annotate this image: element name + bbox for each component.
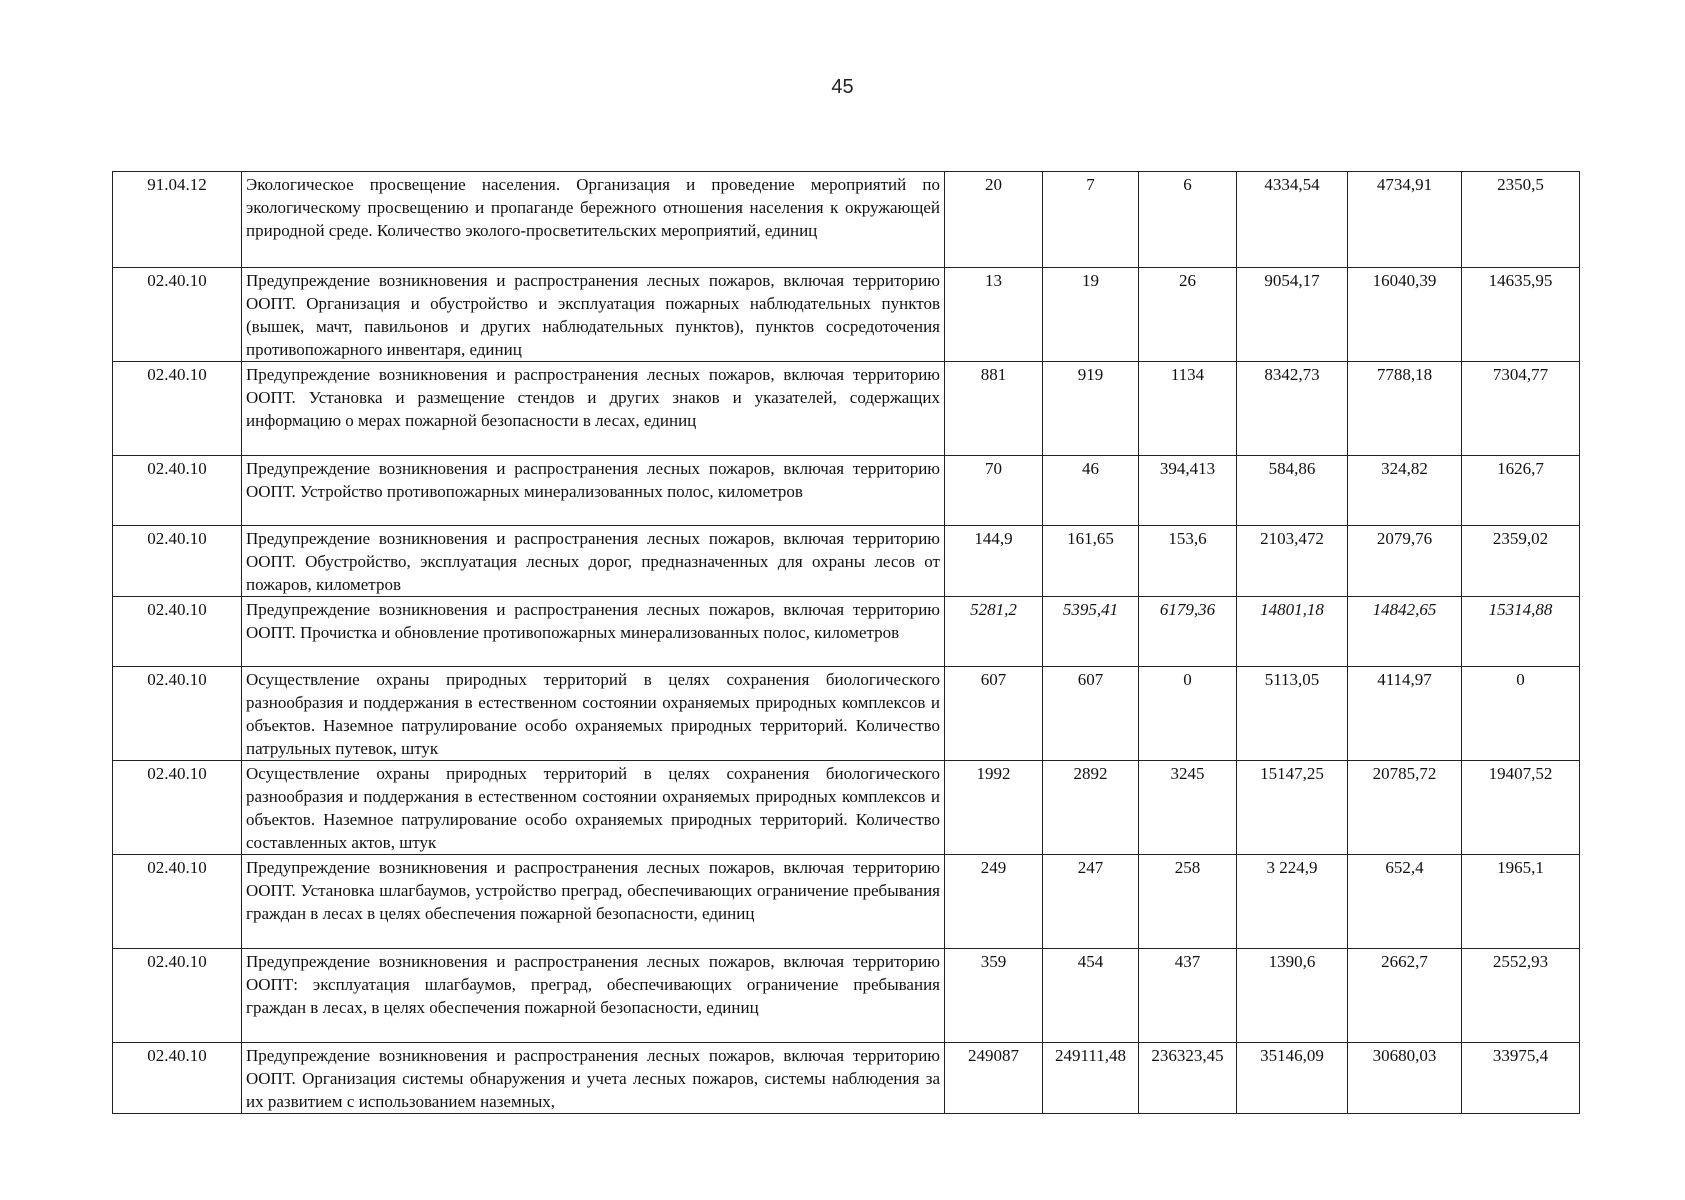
row-value: 30680,03	[1348, 1043, 1462, 1114]
row-value: 161,65	[1043, 526, 1139, 597]
row-description: Предупреждение возникновения и распространения лесных пожаров, включая территорию ООПТ. Устройство противопожарных минерализованных полос, километров	[242, 456, 945, 526]
row-value: 2103,472	[1237, 526, 1348, 597]
row-value: 5113,05	[1237, 667, 1348, 761]
row-value: 9054,17	[1237, 268, 1348, 362]
row-value: 19407,52	[1462, 761, 1580, 855]
row-value: 2359,02	[1462, 526, 1580, 597]
row-value: 144,9	[945, 526, 1043, 597]
table-row	[113, 855, 1580, 949]
row-value: 7304,77	[1462, 362, 1580, 456]
table-row	[113, 526, 1580, 597]
row-value: 2079,76	[1348, 526, 1462, 597]
row-value: 1626,7	[1462, 456, 1580, 526]
row-value: 5281,2	[945, 597, 1043, 667]
row-value: 3 224,9	[1237, 855, 1348, 949]
row-value: 7	[1043, 172, 1139, 268]
row-value: 2552,93	[1462, 949, 1580, 1043]
row-value: 249087	[945, 1043, 1043, 1114]
row-value: 236323,45	[1139, 1043, 1237, 1114]
row-value: 607	[1043, 667, 1139, 761]
row-code: 91.04.12	[113, 172, 242, 268]
row-value: 20	[945, 172, 1043, 268]
row-value: 881	[945, 362, 1043, 456]
row-description: Предупреждение возникновения и распространения лесных пожаров, включая территорию ООПТ. Обустройство, эксплуатация лесных дорог, предназначенных для охраны лесов от пожаров, километров	[242, 526, 945, 597]
row-value: 4734,91	[1348, 172, 1462, 268]
row-code: 02.40.10	[113, 526, 242, 597]
row-value: 324,82	[1348, 456, 1462, 526]
table-row	[113, 597, 1580, 667]
row-value: 2892	[1043, 761, 1139, 855]
row-code: 02.40.10	[113, 761, 242, 855]
row-value: 1134	[1139, 362, 1237, 456]
row-code: 02.40.10	[113, 362, 242, 456]
table-row	[113, 761, 1580, 855]
table-row	[113, 172, 1580, 268]
row-value: 249111,48	[1043, 1043, 1139, 1114]
row-value: 4334,54	[1237, 172, 1348, 268]
row-value: 258	[1139, 855, 1237, 949]
table-row	[113, 362, 1580, 456]
row-value: 247	[1043, 855, 1139, 949]
row-description: Осуществление охраны природных территорий в целях сохранения биологического разнообразия и поддержания в естественном состоянии охраняемых природных комплексов и объектов. Наземное патрулирование особо охраняемых природных территорий. Количество патрульных путевок, штук	[242, 667, 945, 761]
row-code: 02.40.10	[113, 855, 242, 949]
row-value: 35146,09	[1237, 1043, 1348, 1114]
row-code: 02.40.10	[113, 597, 242, 667]
table-row	[113, 456, 1580, 526]
row-value: 13	[945, 268, 1043, 362]
row-value: 26	[1139, 268, 1237, 362]
page-number: 45	[831, 76, 854, 98]
row-value: 14842,65	[1348, 597, 1462, 667]
row-value: 607	[945, 667, 1043, 761]
row-value: 1965,1	[1462, 855, 1580, 949]
row-value: 5395,41	[1043, 597, 1139, 667]
row-description: Предупреждение возникновения и распространения лесных пожаров, включая территорию ООПТ. Установка и размещение стендов и других знаков и указателей, содержащих информацию о мерах пожарной безопасности в лесах, единиц	[242, 362, 945, 456]
row-value: 394,413	[1139, 456, 1237, 526]
row-code: 02.40.10	[113, 456, 242, 526]
table-row	[113, 1043, 1580, 1114]
row-description: Предупреждение возникновения и распространения лесных пожаров, включая территорию ООПТ. Организация и обустройство и эксплуатация пожарных наблюдательных пунктов (вышек, мачт, павильонов и других наблюдательных пунктов), пунктов сосредоточения противопожарного инвентаря, единиц	[242, 268, 945, 362]
row-value: 46	[1043, 456, 1139, 526]
row-value: 359	[945, 949, 1043, 1043]
row-value: 14801,18	[1237, 597, 1348, 667]
table-row	[113, 667, 1580, 761]
row-value: 8342,73	[1237, 362, 1348, 456]
row-value: 14635,95	[1462, 268, 1580, 362]
row-value: 249	[945, 855, 1043, 949]
row-description: Предупреждение возникновения и распространения лесных пожаров, включая территорию ООПТ: эксплуатация шлагбаумов, преград, обеспечивающих ограничение пребывания граждан в лесах, в целях обеспечения пожарной безопасности, единиц	[242, 949, 945, 1043]
row-description: Экологическое просвещение населения. Организация и проведение мероприятий по экологическому просвещению и пропаганде бережного отношения населения к окружающей природной среде. Количество эколого-просветительских мероприятий, единиц	[242, 172, 945, 268]
row-value: 1992	[945, 761, 1043, 855]
row-code: 02.40.10	[113, 268, 242, 362]
row-value: 19	[1043, 268, 1139, 362]
row-value: 6179,36	[1139, 597, 1237, 667]
row-value: 70	[945, 456, 1043, 526]
table-row	[113, 268, 1580, 362]
row-value: 15314,88	[1462, 597, 1580, 667]
row-value: 437	[1139, 949, 1237, 1043]
row-code: 02.40.10	[113, 667, 242, 761]
row-value: 2662,7	[1348, 949, 1462, 1043]
row-value: 15147,25	[1237, 761, 1348, 855]
row-code: 02.40.10	[113, 949, 242, 1043]
table-body	[113, 172, 1580, 1114]
table-row	[113, 949, 1580, 1043]
row-description: Предупреждение возникновения и распространения лесных пожаров, включая территорию ООПТ. Установка шлагбаумов, устройство преград, обеспечивающих ограничение пребывания граждан в лесах в целях обеспечения пожарной безопасности, единиц	[242, 855, 945, 949]
row-value: 454	[1043, 949, 1139, 1043]
row-value: 584,86	[1237, 456, 1348, 526]
row-code: 02.40.10	[113, 1043, 242, 1114]
row-value: 919	[1043, 362, 1139, 456]
row-value: 33975,4	[1462, 1043, 1580, 1114]
row-value: 1390,6	[1237, 949, 1348, 1043]
row-description: Предупреждение возникновения и распространения лесных пожаров, включая территорию ООПТ. Прочистка и обновление противопожарных минерализованных полос, километров	[242, 597, 945, 667]
row-value: 652,4	[1348, 855, 1462, 949]
row-value: 0	[1139, 667, 1237, 761]
row-value: 0	[1462, 667, 1580, 761]
row-value: 153,6	[1139, 526, 1237, 597]
row-value: 16040,39	[1348, 268, 1462, 362]
row-value: 4114,97	[1348, 667, 1462, 761]
row-description: Предупреждение возникновения и распространения лесных пожаров, включая территорию ООПТ. Организация системы обнаружения и учета лесных пожаров, системы наблюдения за их развитием с использованием наземных,	[242, 1043, 945, 1114]
row-value: 3245	[1139, 761, 1237, 855]
row-value: 6	[1139, 172, 1237, 268]
row-value: 2350,5	[1462, 172, 1580, 268]
data-table	[112, 171, 1580, 1114]
row-value: 20785,72	[1348, 761, 1462, 855]
row-description: Осуществление охраны природных территорий в целях сохранения биологического разнообразия и поддержания в естественном состоянии охраняемых природных комплексов и объектов. Наземное патрулирование особо охраняемых природных территорий. Количество составленных актов, штук	[242, 761, 945, 855]
row-value: 7788,18	[1348, 362, 1462, 456]
